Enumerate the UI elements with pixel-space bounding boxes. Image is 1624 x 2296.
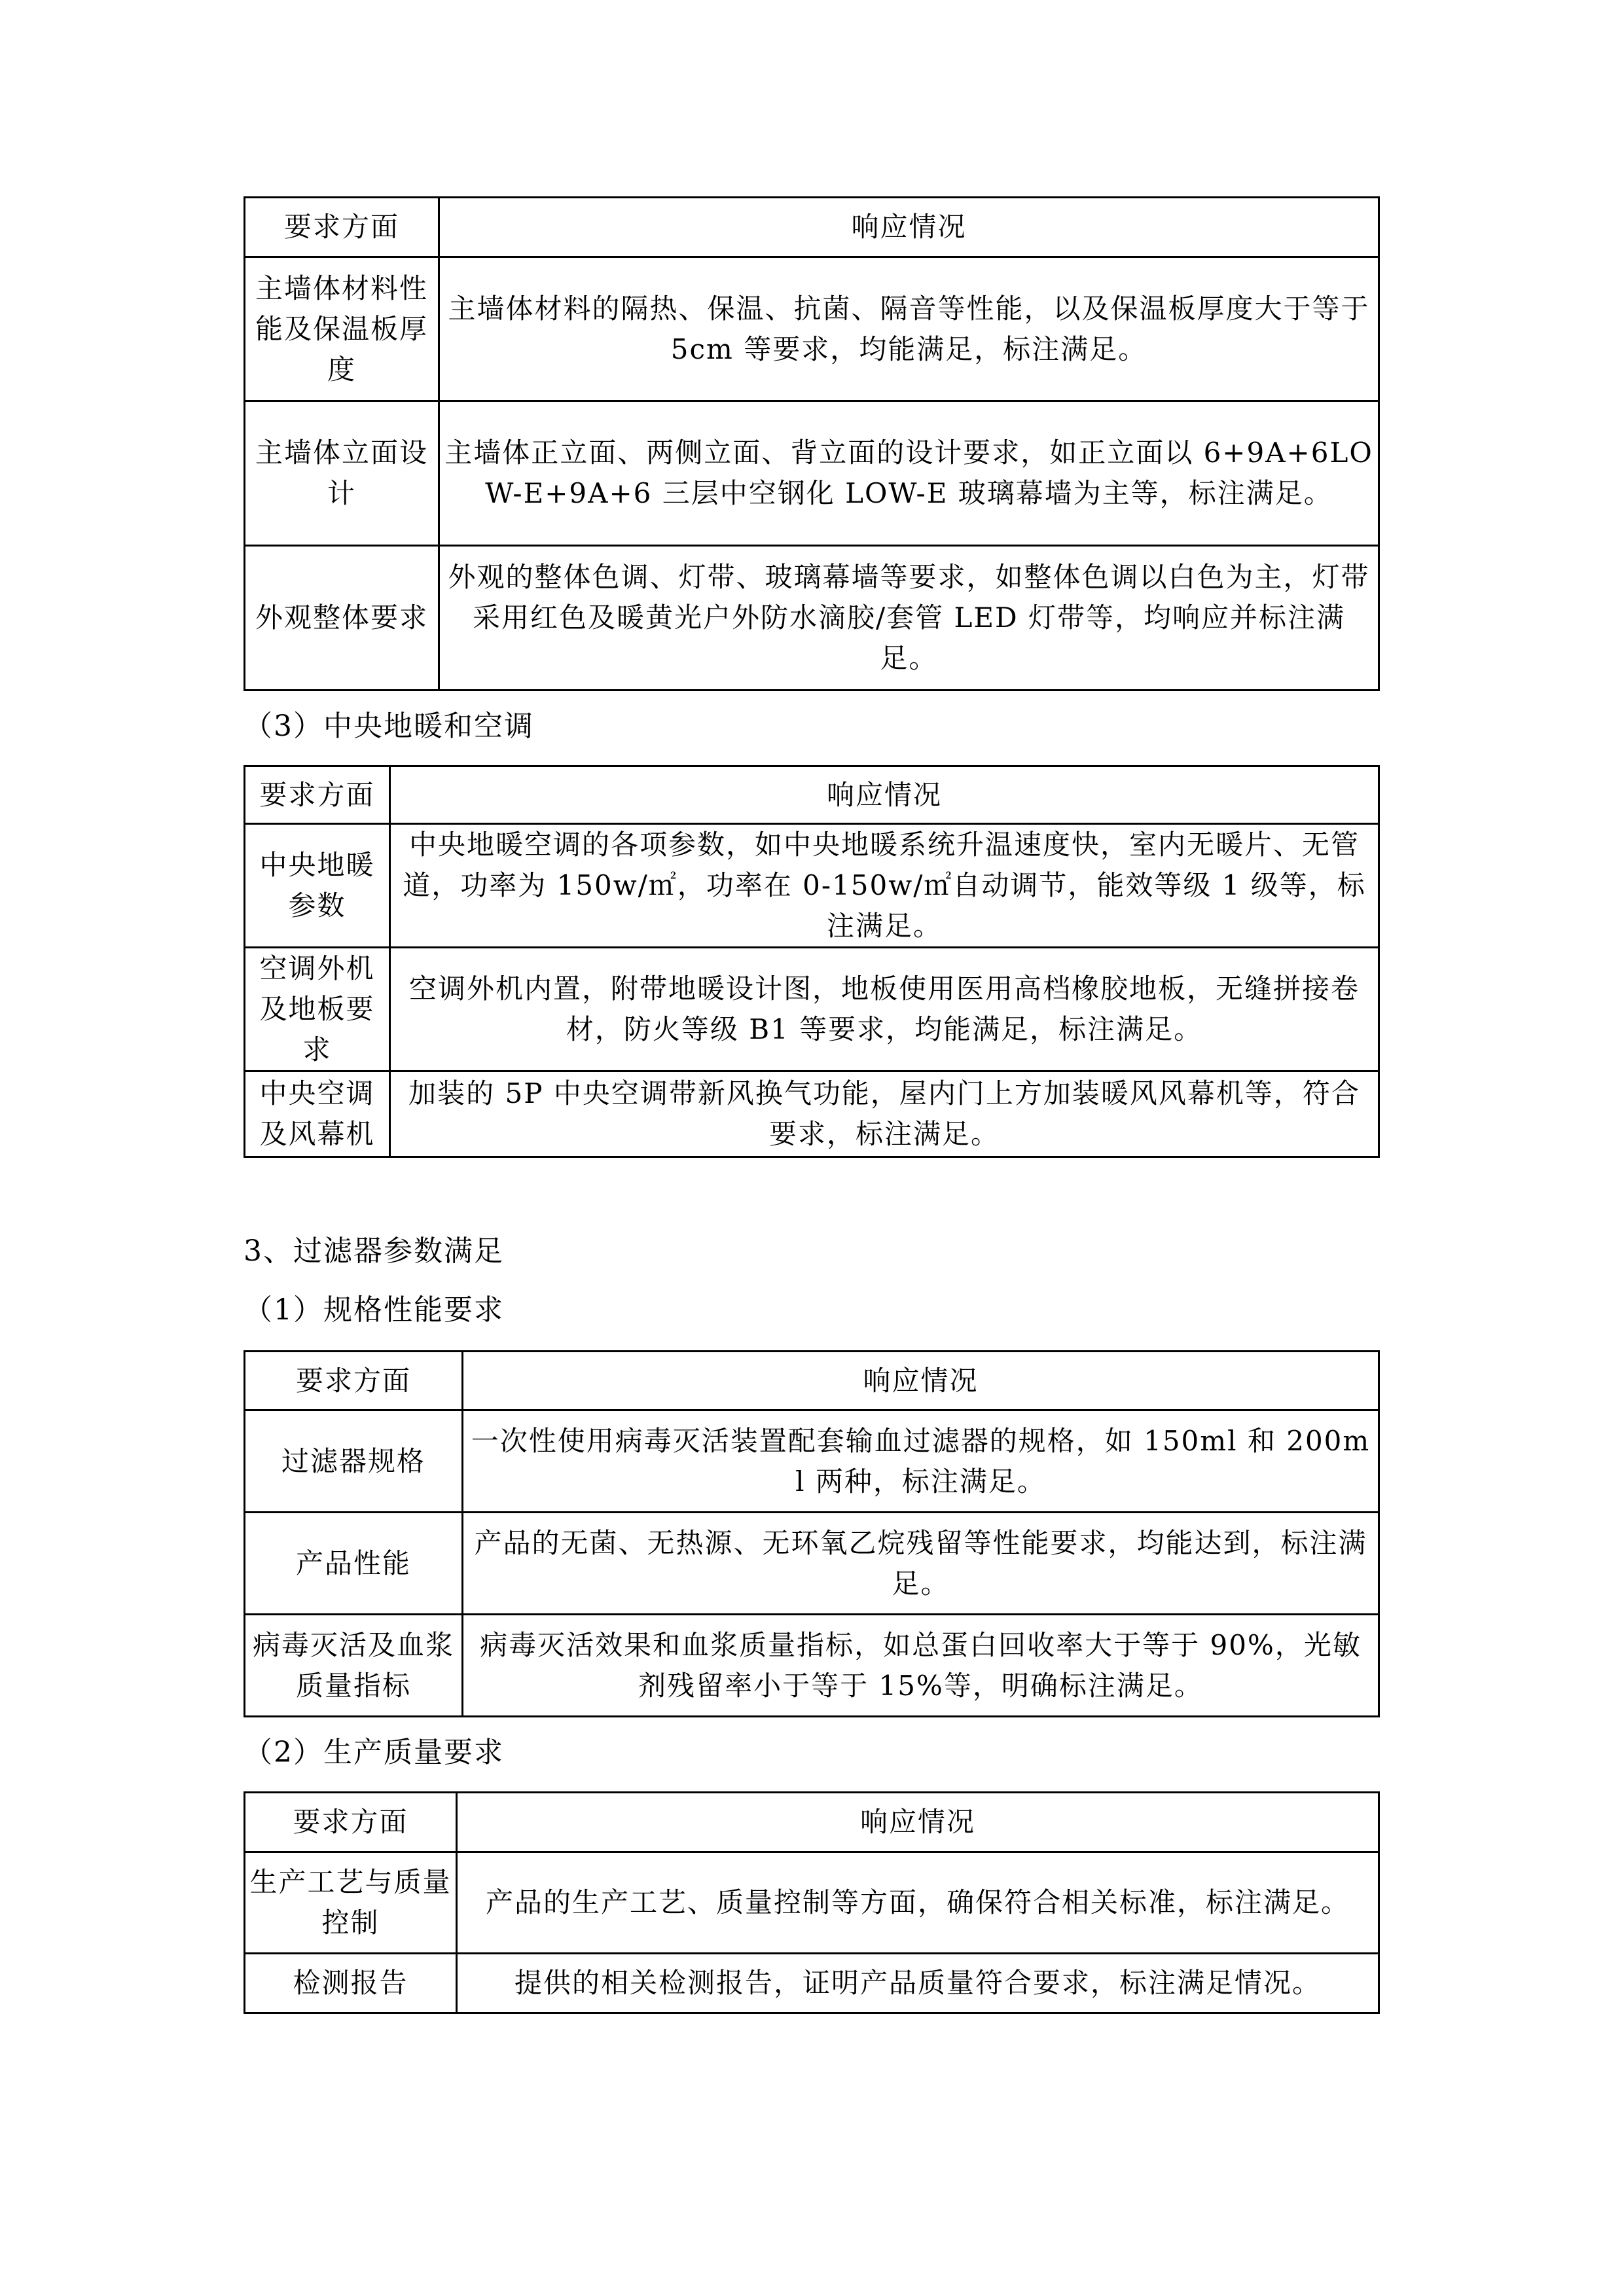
section-heading: 3、过滤器参数满足 (244, 1234, 504, 1268)
production-quality-table (244, 1791, 1380, 2014)
table-row (245, 1852, 1379, 1954)
subsection-heading: （3）中央地暖和空调 (244, 709, 534, 743)
header-response: 响应情况 (457, 1793, 1379, 1852)
row-aspect: 检测报告 (245, 1954, 457, 2013)
filter-spec-table (244, 1350, 1380, 1717)
row-aspect: 病毒灭活及血浆质量指标 (245, 1615, 463, 1717)
row-response: 病毒灭活效果和血浆质量指标，如总蛋白回收率大于等于 90%，光敏剂残留率小于等于 15%等，明确标注满足。 (463, 1615, 1379, 1717)
header-aspect: 要求方面 (245, 1793, 457, 1852)
row-aspect: 外观整体要求 (245, 546, 439, 691)
table-header-row (245, 1352, 1379, 1410)
row-response: 主墙体正立面、两侧立面、背立面的设计要求，如正立面以 6+9A+6LOW-E+9A+6 三层中空钢化 LOW-E 玻璃幕墙为主等，标注满足。 (439, 401, 1379, 546)
header-aspect: 要求方面 (245, 766, 390, 824)
row-aspect: 中央地暖参数 (245, 824, 390, 948)
header-response: 响应情况 (439, 198, 1379, 257)
wall-requirements-table (244, 196, 1380, 691)
table-row (245, 401, 1379, 546)
table-row (245, 824, 1379, 948)
row-aspect: 主墙体材料性能及保温板厚度 (245, 257, 439, 401)
row-response: 产品的无菌、无热源、无环氧乙烷残留等性能要求，均能达到，标注满足。 (463, 1513, 1379, 1615)
table-row (245, 1410, 1379, 1513)
table-row (245, 1615, 1379, 1717)
row-response: 一次性使用病毒灭活装置配套输血过滤器的规格，如 150ml 和 200ml 两种，标注满足。 (463, 1410, 1379, 1513)
row-response: 提供的相关检测报告，证明产品质量符合要求，标注满足情况。 (457, 1954, 1379, 2013)
row-aspect: 过滤器规格 (245, 1410, 463, 1513)
header-aspect: 要求方面 (245, 1352, 463, 1410)
row-aspect: 空调外机及地板要求 (245, 948, 390, 1071)
heating-ac-table (244, 765, 1380, 1158)
table-row (245, 546, 1379, 691)
table-row (245, 948, 1379, 1071)
row-response: 中央地暖空调的各项参数，如中央地暖系统升温速度快，室内无暖片、无管道，功率为 150w/㎡，功率在 0-150w/㎡自动调节，能效等级 1 级等，标注满足。 (390, 824, 1379, 948)
row-response: 空调外机内置，附带地暖设计图，地板使用医用高档橡胶地板，无缝拼接卷材，防火等级 B1 等要求，均能满足，标注满足。 (390, 948, 1379, 1071)
header-aspect: 要求方面 (245, 198, 439, 257)
table-row (245, 1513, 1379, 1615)
row-aspect: 生产工艺与质量控制 (245, 1852, 457, 1954)
table-header-row (245, 766, 1379, 824)
table-row (245, 1071, 1379, 1157)
table-row (245, 1954, 1379, 2013)
row-aspect: 中央空调及风幕机 (245, 1071, 390, 1157)
subsection-heading: （2）生产质量要求 (244, 1736, 504, 1769)
row-aspect: 产品性能 (245, 1513, 463, 1615)
table-header-row (245, 198, 1379, 257)
row-response: 加装的 5P 中央空调带新风换气功能，屋内门上方加装暖风风幕机等，符合要求，标注满足。 (390, 1071, 1379, 1157)
header-response: 响应情况 (463, 1352, 1379, 1410)
row-response: 外观的整体色调、灯带、玻璃幕墙等要求，如整体色调以白色为主，灯带采用红色及暖黄光户外防水滴胶/套管 LED 灯带等，均响应并标注满足。 (439, 546, 1379, 691)
header-response: 响应情况 (390, 766, 1379, 824)
row-response: 主墙体材料的隔热、保温、抗菌、隔音等性能，以及保温板厚度大于等于 5cm 等要求，均能满足，标注满足。 (439, 257, 1379, 401)
subsection-heading: （1）规格性能要求 (244, 1293, 504, 1327)
table-row (245, 257, 1379, 401)
table-header-row (245, 1793, 1379, 1852)
row-response: 产品的生产工艺、质量控制等方面，确保符合相关标准，标注满足。 (457, 1852, 1379, 1954)
row-aspect: 主墙体立面设计 (245, 401, 439, 546)
